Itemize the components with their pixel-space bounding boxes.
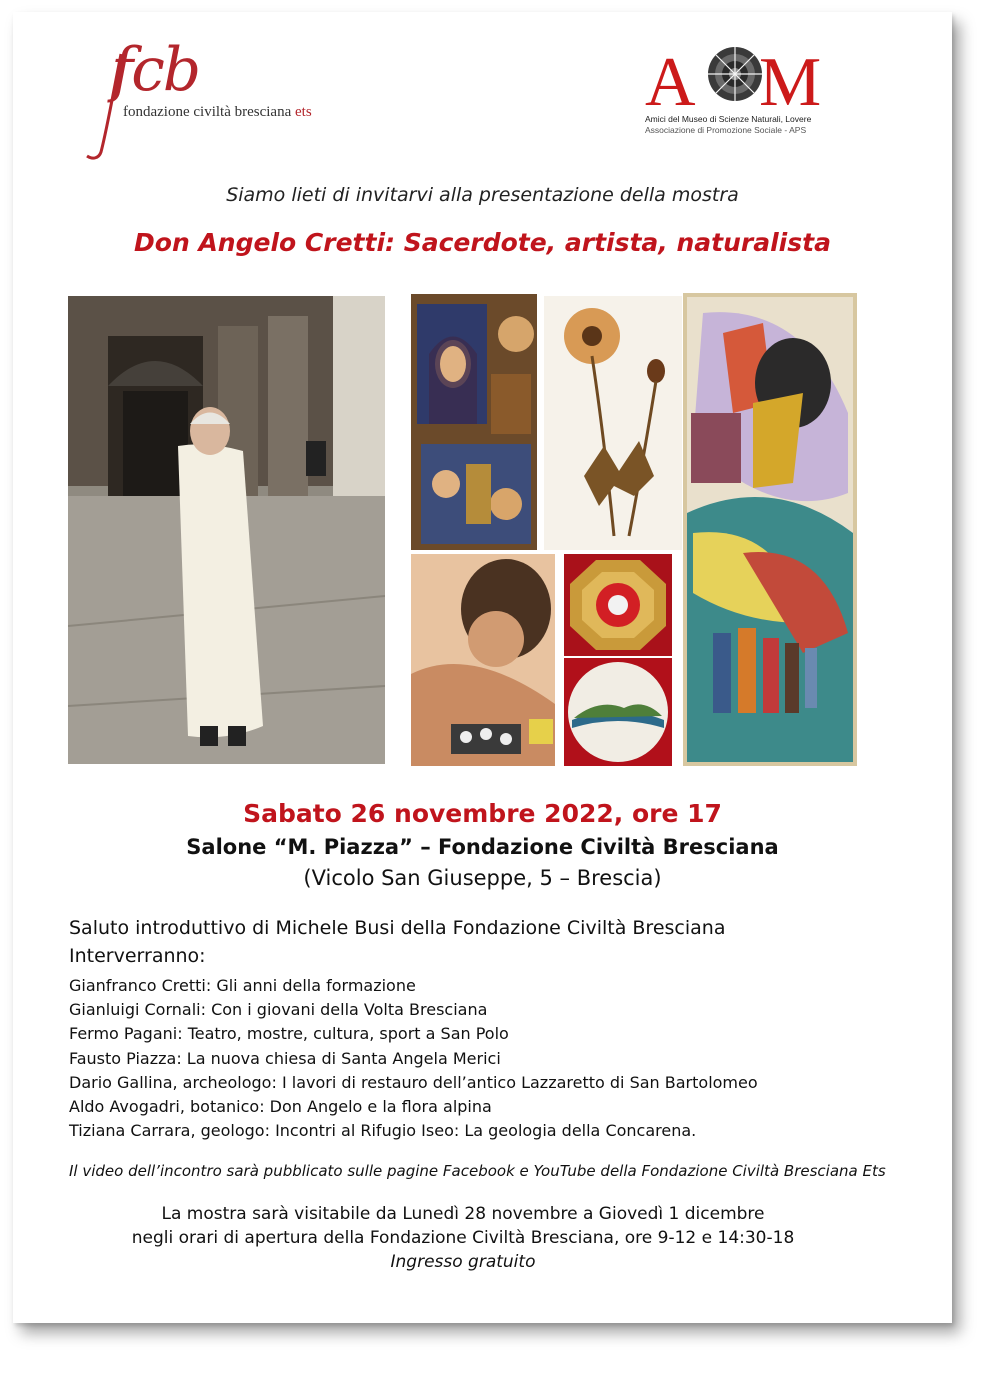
aom-logo-letter-a: A (645, 44, 696, 121)
speaker-item: Dario Gallina, archeologo: I lavori di restauro dell’antico Lazzaretto di San Bartolomeo (69, 1072, 758, 1092)
event-date: Sabato 26 novembre 2022, ore 17 (243, 799, 722, 828)
introductory-greeting: Saluto introduttivo di Michele Busi della Fondazione Civiltà Bresciana (69, 917, 726, 939)
fcb-logo (83, 34, 383, 164)
visit-hours: negli orari di apertura della Fondazione Civiltà Bresciana, ore 9-12 e 14:30-18 (131, 1228, 795, 1248)
aom-logo (641, 28, 841, 138)
priest-photo (68, 296, 385, 764)
speaker-item: Fermo Pagani: Teatro, mostre, cultura, sport a San Polo (69, 1024, 509, 1044)
event-address: (Vicolo San Giuseppe, 5 – Brescia) (303, 866, 662, 890)
fcb-logo-suffix: ets (295, 104, 312, 120)
visit-dates: La mostra sarà visitabile da Lunedì 28 novembre a Giovedì 1 dicembre (161, 1204, 765, 1224)
aom-logo-letter-m: M (759, 44, 822, 121)
colorful-painting-photo (683, 293, 857, 766)
fcb-logo-letters: fcb (111, 35, 200, 105)
artist-at-work-photo (411, 554, 555, 766)
speaker-item: Gianfranco Cretti: Gli anni della formazione (69, 976, 416, 995)
icon-painting-photo (411, 294, 537, 550)
speaker-item: Gianluigi Cornali: Con i giovani della Volta Bresciana (69, 1000, 488, 1020)
ammonite-icon (705, 34, 765, 114)
exhibition-title: Don Angelo Cretti: Sacerdote, artista, naturalista (134, 228, 831, 257)
fcb-logo-name: fondazione civiltà bresciana ets (123, 104, 312, 120)
pressed-flower-photo (544, 296, 682, 550)
invitation-sheet (13, 12, 952, 1323)
video-note: Il video dell’incontro sarà pubblicato sulle pagine Facebook e YouTube della Fondazione Civiltà Bresciana Ets (69, 1162, 886, 1180)
speaker-item: Fausto Piazza: La nuova chiesa di Santa Angela Merici (69, 1048, 501, 1068)
speakers-list (69, 974, 758, 1143)
free-entry: Ingresso gratuito (390, 1252, 536, 1272)
octagonal-frame-photo (564, 554, 672, 656)
invite-line: Siamo lieti di invitarvi alla presentazione della mostra (226, 184, 739, 206)
speaker-item: Tiziana Carrara, geologo: Incontri al Rifugio Iseo: La geologia della Concarena. (69, 1121, 697, 1141)
event-venue: Salone “M. Piazza” – Fondazione Civiltà Bresciana (186, 835, 779, 859)
speakers-label: Interverranno: (69, 945, 206, 967)
painted-stone-photo (564, 658, 672, 766)
aom-logo-subtitle: Amici del Museo di Scienze Naturali, Lovere Associazione di Promozione Sociale - APS (645, 114, 812, 135)
speaker-item: Aldo Avogadri, botanico: Don Angelo e la flora alpina (69, 1096, 492, 1116)
